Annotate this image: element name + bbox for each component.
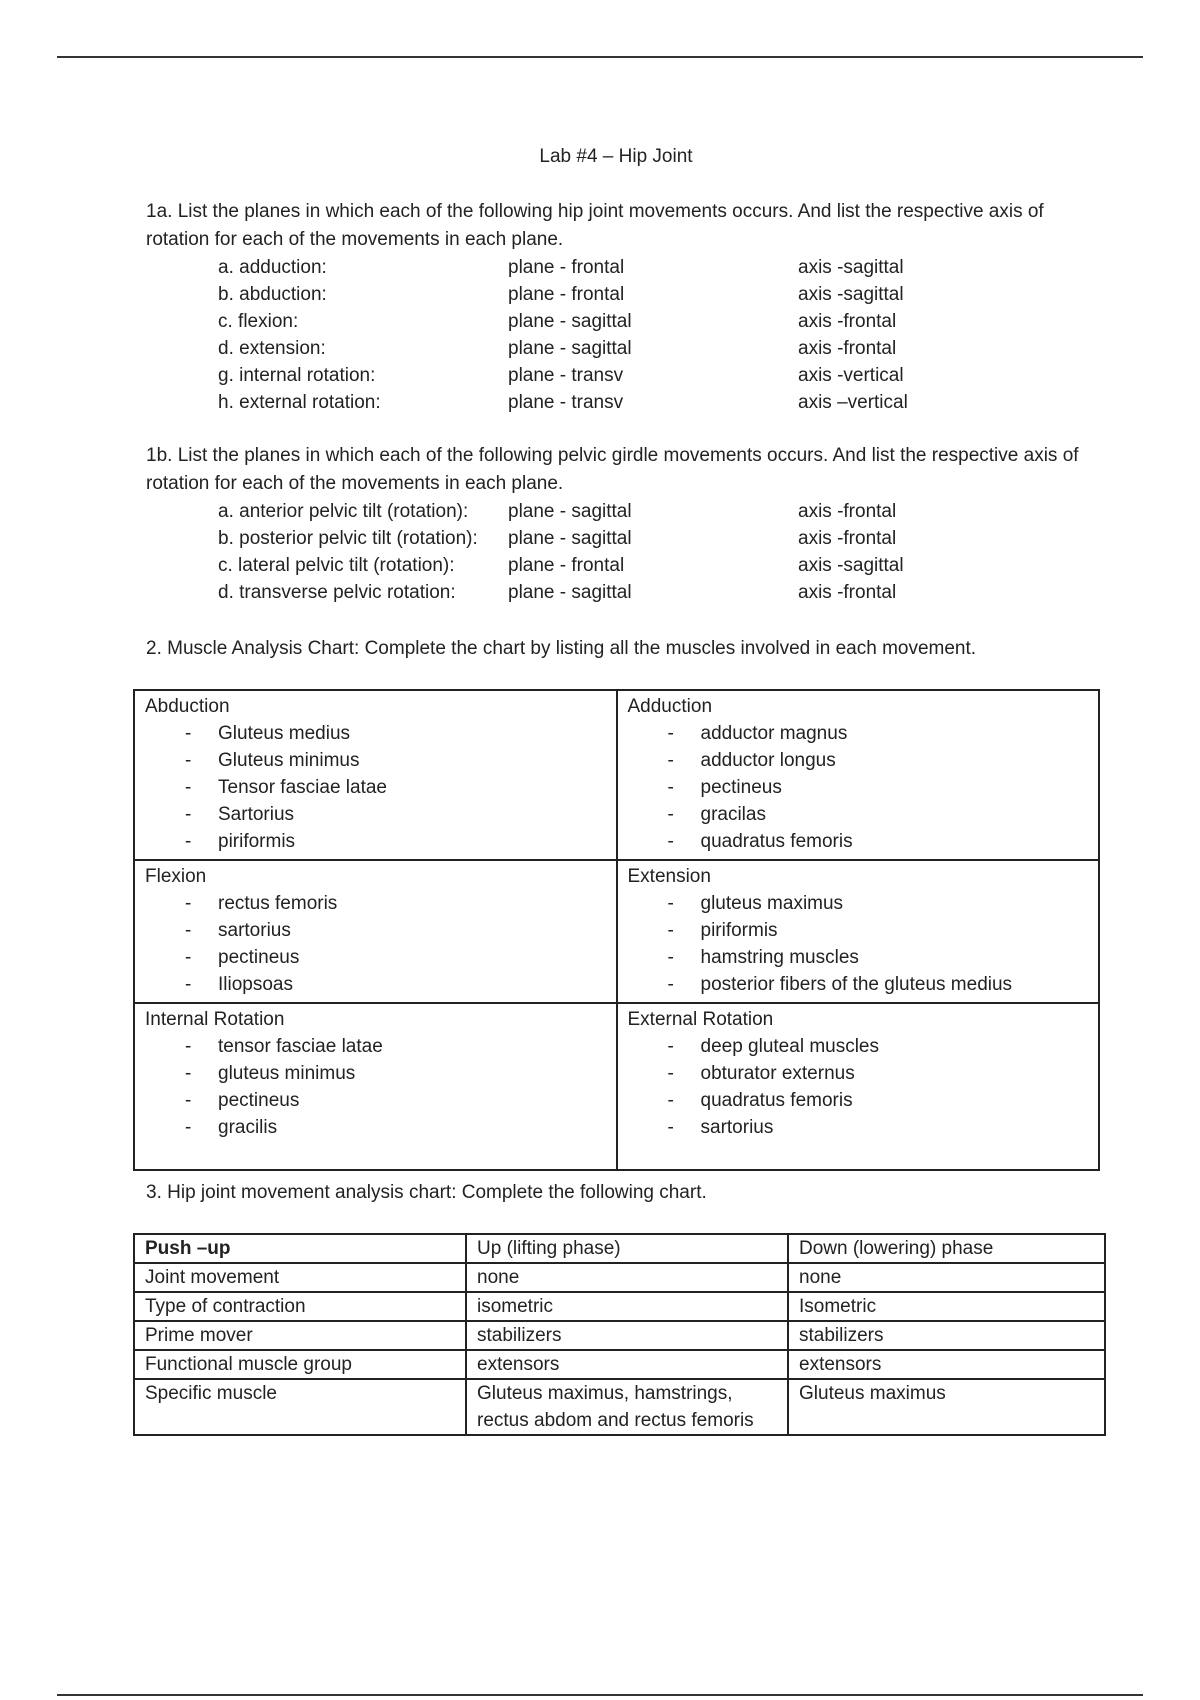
table-cell: extensors: [788, 1350, 1105, 1379]
list-item: - hamstring muscles: [668, 944, 1090, 971]
q1a-row: [218, 281, 1118, 308]
plane-value: plane - sagittal: [508, 311, 632, 332]
movement-label: c. flexion:: [218, 311, 299, 332]
cell-flexion: [134, 860, 617, 1003]
plane-value: plane - sagittal: [508, 501, 632, 522]
list-item: - Tensor fasciae latae: [185, 774, 607, 801]
top-rule: [57, 56, 1143, 58]
q1b-row: [218, 579, 1118, 606]
q1b-list: [218, 498, 1118, 606]
row-label: Type of contraction: [134, 1292, 466, 1321]
plane-value: plane - sagittal: [508, 582, 632, 603]
list-item: - posterior fibers of the gluteus medius: [668, 971, 1090, 998]
movement-label: a. adduction:: [218, 257, 327, 278]
table-cell: none: [466, 1263, 788, 1292]
list-item: - Gluteus minimus: [185, 747, 607, 774]
q1b-row: [218, 525, 1118, 552]
plane-value: plane - transv: [508, 392, 624, 413]
axis-value: axis -frontal: [798, 501, 897, 522]
cell-heading: Adduction: [627, 696, 713, 717]
q1b-row: [218, 498, 1118, 525]
cell-heading: External Rotation: [627, 1009, 774, 1030]
list-item: - adductor longus: [668, 747, 1090, 774]
q1a-row: [218, 254, 1118, 281]
movement-label: b. posterior pelvic tilt (rotation):: [218, 528, 478, 549]
table-cell: isometric: [466, 1292, 788, 1321]
q1a-prompt: 1a. List the planes in which each of the following hip joint movements occurs. And list the respective axis of rotation for each of the movements in each plane.: [146, 201, 1044, 250]
plane-value: plane - frontal: [508, 555, 625, 576]
page-title: Lab #4 – Hip Joint: [539, 146, 693, 167]
table-header-row: [134, 1234, 1105, 1263]
axis-value: axis –vertical: [798, 392, 908, 413]
bottom-rule: [57, 1694, 1143, 1696]
table-row: [134, 1379, 1105, 1435]
table-cell: none: [788, 1263, 1105, 1292]
list-item: - piriformis: [185, 828, 607, 855]
list-item: - gracilis: [185, 1114, 607, 1141]
muscle-analysis-table: [133, 689, 1100, 1171]
cell-abduction: [134, 690, 617, 860]
row-label: Prime mover: [134, 1321, 466, 1350]
q1a-row: [218, 335, 1118, 362]
cell-internal-rotation: [134, 1003, 617, 1170]
table-row: [134, 1003, 1099, 1170]
list-item: - sartorius: [668, 1114, 1090, 1141]
q1a-row: [218, 389, 1118, 416]
plane-value: plane - transv: [508, 365, 624, 386]
cell-heading: Abduction: [145, 696, 230, 717]
q1a-list: [218, 254, 1118, 416]
movement-label: h. external rotation:: [218, 392, 381, 413]
row-label: Functional muscle group: [134, 1350, 466, 1379]
table-row: [134, 1292, 1105, 1321]
list-item: - Sartorius: [185, 801, 607, 828]
muscle-list: [628, 1033, 1090, 1141]
plane-value: plane - sagittal: [508, 338, 632, 359]
muscle-list: [628, 720, 1090, 855]
axis-value: axis -vertical: [798, 365, 904, 386]
axis-value: axis -frontal: [798, 528, 897, 549]
axis-value: axis -sagittal: [798, 284, 904, 305]
axis-value: axis -frontal: [798, 338, 897, 359]
cell-external-rotation: [617, 1003, 1100, 1170]
q3-prompt: 3. Hip joint movement analysis chart: Complete the following chart.: [146, 1182, 707, 1203]
list-item: - pectineus: [185, 944, 607, 971]
q2-prompt: 2. Muscle Analysis Chart: Complete the chart by listing all the muscles involved in each movement.: [146, 638, 977, 659]
cell-heading: Flexion: [145, 866, 207, 887]
table-row: [134, 1263, 1105, 1292]
muscle-list: [628, 890, 1090, 998]
list-item: - gracilas: [668, 801, 1090, 828]
list-item: - Iliopsoas: [185, 971, 607, 998]
list-item: - tensor fasciae latae: [185, 1033, 607, 1060]
header-cell: Down (lowering) phase: [788, 1234, 1105, 1263]
list-item: - deep gluteal muscles: [668, 1033, 1090, 1060]
header-cell: Push –up: [134, 1234, 466, 1263]
list-item: - piriformis: [668, 917, 1090, 944]
table-row: [134, 860, 1099, 1003]
list-item: - Gluteus medius: [185, 720, 607, 747]
list-item: - pectineus: [668, 774, 1090, 801]
cell-heading: Extension: [627, 866, 711, 887]
table-row: [134, 1350, 1105, 1379]
list-item: - gluteus minimus: [185, 1060, 607, 1087]
table-cell: stabilizers: [788, 1321, 1105, 1350]
cell-heading: Internal Rotation: [145, 1009, 285, 1030]
movement-label: d. extension:: [218, 338, 326, 359]
muscle-list: [145, 720, 607, 855]
header-cell: Up (lifting phase): [466, 1234, 788, 1263]
table-cell: Gluteus maximus: [788, 1379, 1105, 1435]
plane-value: plane - frontal: [508, 284, 625, 305]
table-row: [134, 690, 1099, 860]
plane-value: plane - frontal: [508, 257, 625, 278]
axis-value: axis -frontal: [798, 582, 897, 603]
movement-label: b. abduction:: [218, 284, 327, 305]
axis-value: axis -sagittal: [798, 257, 904, 278]
list-item: - quadratus femoris: [668, 1087, 1090, 1114]
q1b-prompt: 1b. List the planes in which each of the following pelvic girdle movements occurs. And list the respective axis of rotation for each of the movements in each plane.: [146, 445, 1079, 494]
list-item: - adductor magnus: [668, 720, 1090, 747]
table-cell: Isometric: [788, 1292, 1105, 1321]
table-cell: Gluteus maximus, hamstrings, rectus abdom and rectus femoris: [466, 1379, 788, 1435]
table-cell: stabilizers: [466, 1321, 788, 1350]
plane-value: plane - sagittal: [508, 528, 632, 549]
list-item: - obturator externus: [668, 1060, 1090, 1087]
movement-label: g. internal rotation:: [218, 365, 376, 386]
movement-label: a. anterior pelvic tilt (rotation):: [218, 501, 469, 522]
table-cell: extensors: [466, 1350, 788, 1379]
list-item: - pectineus: [185, 1087, 607, 1114]
movement-label: d. transverse pelvic rotation:: [218, 582, 456, 603]
movement-label: c. lateral pelvic tilt (rotation):: [218, 555, 455, 576]
list-item: - gluteus maximus: [668, 890, 1090, 917]
axis-value: axis -sagittal: [798, 555, 904, 576]
list-item: - sartorius: [185, 917, 607, 944]
table-row: [134, 1321, 1105, 1350]
cell-adduction: [617, 690, 1100, 860]
row-label: Joint movement: [134, 1263, 466, 1292]
list-item: - rectus femoris: [185, 890, 607, 917]
q1a-row: [218, 308, 1118, 335]
cell-extension: [617, 860, 1100, 1003]
muscle-list: [145, 890, 607, 998]
muscle-list: [145, 1033, 607, 1141]
axis-value: axis -frontal: [798, 311, 897, 332]
row-label: Specific muscle: [134, 1379, 466, 1435]
list-item: - quadratus femoris: [668, 828, 1090, 855]
q1a-row: [218, 362, 1118, 389]
q1b-row: [218, 552, 1118, 579]
movement-analysis-table: [133, 1233, 1106, 1436]
